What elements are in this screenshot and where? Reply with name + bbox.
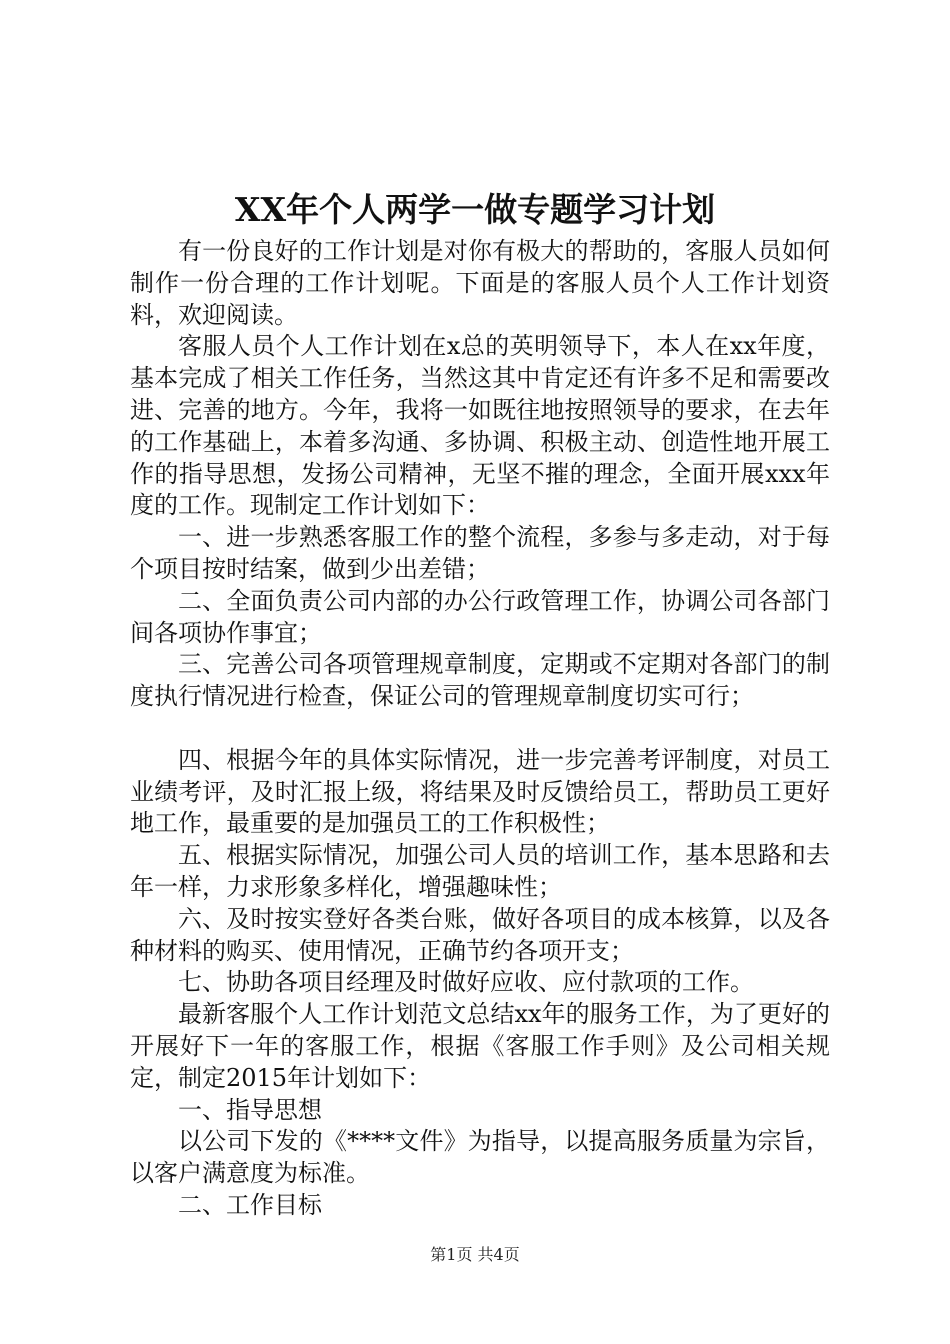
document-title: XX年个人两学一做专题学习计划 <box>234 190 716 229</box>
paragraph-item-7: 七、协助各项目经理及时做好应收、应付款项的工作。 <box>178 968 754 997</box>
section-heading-guiding-thought: 一、指导思想 <box>178 1095 322 1124</box>
paragraph-item-4: 四、根据今年的具体实际情况，进一步完善考评制度，对员工业绩考评，及时汇报上级，将结果及时反馈给员工，帮助员工更好地工作，最重要的是加强员工的工作积极性； <box>130 745 830 838</box>
paragraph-item-6: 六、及时按实登好各类台账，做好各项目的成本核算，以及各种材料的购买、使用情况，正确节约各项开支； <box>130 904 830 965</box>
paragraph-item-5: 五、根据实际情况，加强公司人员的培训工作，基本思路和去年一样，力求形象多样化，增强趣味性； <box>130 841 830 901</box>
paragraph-guiding-thought: 以公司下发的《****文件》为指导，以提高服务质量为宗旨，以客户满意度为标准。 <box>130 1127 830 1188</box>
paragraph-intro: 有一份良好的工作计划是对你有极大的帮助的，客服人员如何制作一份合理的工作计划呢。下面是的客服人员个人工作计划资料，欢迎阅读。 <box>130 237 830 329</box>
section-heading-work-goals: 二、工作目标 <box>178 1190 322 1219</box>
paragraph-item-2: 二、全面负责公司内部的办公行政管理工作，协调公司各部门间各项协作事宜； <box>130 586 830 647</box>
paragraph-item-1: 一、进一步熟悉客服工作的整个流程，多参与多走动，对于每个项目按时结案，做到少出差错； <box>130 523 830 583</box>
page-footer: 第1页 共4页 <box>430 1245 520 1264</box>
paragraph-new-plan: 最新客服个人工作计划范文总结xx年的服务工作，为了更好的开展好下一年的客服工作，根据《客服工作手则》及公司相关规定，制定2015年计划如下： <box>130 1000 830 1092</box>
paragraph-overview: 客服人员个人工作计划在x总的英明领导下，本人在xx年度，基本完成了相关工作任务，当然这其中肯定还有许多不足和需要改进、完善的地方。今年，我将一如既往地按照领导的要求，在去年的工作基础上，本着多沟通、多协调、积极主动、创造性地开展工作的指导思想，发扬公司精神，无坚不摧的理念，全面开展xxx年度的工作。现制定工作计划如下： <box>130 332 830 520</box>
paragraph-item-3: 三、完善公司各项管理规章制度，定期或不定期对各部门的制度执行情况进行检查，保证公司的管理规章制度切实可行； <box>130 650 830 711</box>
document-body <box>130 236 830 1222</box>
